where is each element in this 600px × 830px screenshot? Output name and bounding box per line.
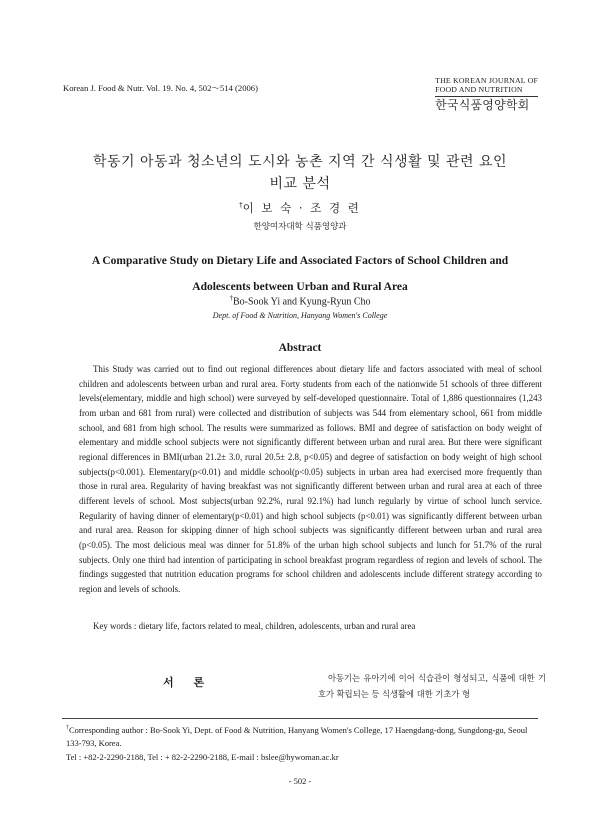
dagger-mark: † <box>66 725 69 731</box>
korean-title-line2: 비교 분석 <box>269 176 331 192</box>
korean-affiliation: 한양여자대학 식품영양과 <box>253 222 347 232</box>
introduction-text: 아동기는 유아기에 이어 식습관이 형성되고, 식품에 대한 기호가 확립되는 등 식생활에 대한 기초가 형 <box>318 673 546 699</box>
korean-title <box>40 151 560 195</box>
footnote-divider <box>62 718 538 719</box>
english-title-line1: A Comparative Study on Dietary Life and Associated Factors of School Children and <box>91 255 509 267</box>
journal-name-en-line2: FOOD AND NUTRITION <box>435 85 523 94</box>
dagger-mark: † <box>229 294 233 302</box>
abstract-heading: Abstract <box>278 342 322 354</box>
keywords: Key words : dietary life, factors related to meal, children, adolescents, urban and rural area <box>93 621 416 631</box>
korean-authors <box>40 200 560 216</box>
section-heading-introduction: 서 론 <box>163 676 213 689</box>
english-title-line2: Adolescents between Urban and Rural Area <box>192 281 408 293</box>
footnote-line2: Tel : +82-2-2290-2188, Tel : + 82-2-2290-2188, E-mail : bslee@hywoman.ac.kr <box>66 751 339 762</box>
english-affiliation: Dept. of Food & Nutrition, Hanyang Women's College <box>212 311 388 320</box>
dagger-mark: † <box>239 201 243 210</box>
journal-name-kr: 한국식품영양학회 <box>435 96 538 112</box>
english-title <box>40 248 560 300</box>
abstract-body: This Study was carried out to find out regional differences about dietary life and factors associated with meal of school children and adolescents between urban and rural area. Forty students from each of the nationwide 51 schools of three different levels(elementary, middle and high school) were surveyed by self-developed questionnaire. Total of 1,886 questionnaires (1,243 from urban and 681 from rural) were collected and distribution of subjects was 544 from elementary school, 661 from middle school, and 681 from high school. The results were summarized as follows. BMI and degree of satisfaction on body weight of elementary and middle school subjects were not significantly different between urban and rural area. But there were significant regional differences in BMI(urban 21.2± 3.0, rural 20.5± 2.8, p<0.05) and degree of satisfaction on body weight of high school subjects(p<0.001). Elementary(p<0.01) and middle school(p<0.05) subjects in urban area had exercised more frequently than those in rural area. Regularity of having breakfast was not significantly different between urban and rural area at each of three different levels of school. Most subjects(urban 92.2%, rural 92.1%) had lunch regularly by virtue of school lunch service. Regularity of having dinner of elementary(p<0.01) and high school subjects (p<0.01) was significantly different between urban and rural area. Reason for skipping dinner of high school subjects was significantly different between urban and rural area (p<0.05). The most delicious meal was dinner for 51.8% of the urban high school subjects and lunch for 51.7% of the rural subjects. Only one third had intention of participating in school breakfast program regardless of region and levels of school. The findings suggested that nutrition education programs for school children and adolescents include different strategy according to region and levels of schools. <box>79 364 542 594</box>
footnote-line1 <box>66 722 540 751</box>
journal-citation: Korean J. Food & Nutr. Vol. 19. No. 4, 502～514 (2006) <box>63 83 258 93</box>
english-author-names: Bo-Sook Yi and Kyung-Ryun Cho <box>232 296 371 308</box>
korean-author-names: 이 보 숙 · 조 경 련 <box>242 201 361 215</box>
english-authors <box>40 294 560 307</box>
footnote-author-text: Corresponding author : Bo-Sook Yi, Dept. of Food & Nutrition, Hanyang Women's College, 17 Haengdang-dong, Sungdong-gu, Seoul 133-793, Korea. <box>66 724 528 749</box>
corresponding-author-footnote <box>66 722 540 764</box>
page-number: - 502 - <box>288 776 312 786</box>
journal-logo <box>435 76 538 112</box>
korean-title-line1: 학동기 아동과 청소년의 도시와 농촌 지역 간 식생활 및 관련 요인 <box>92 154 508 170</box>
journal-name-en-line1: THE KOREAN JOURNAL OF <box>435 76 538 85</box>
